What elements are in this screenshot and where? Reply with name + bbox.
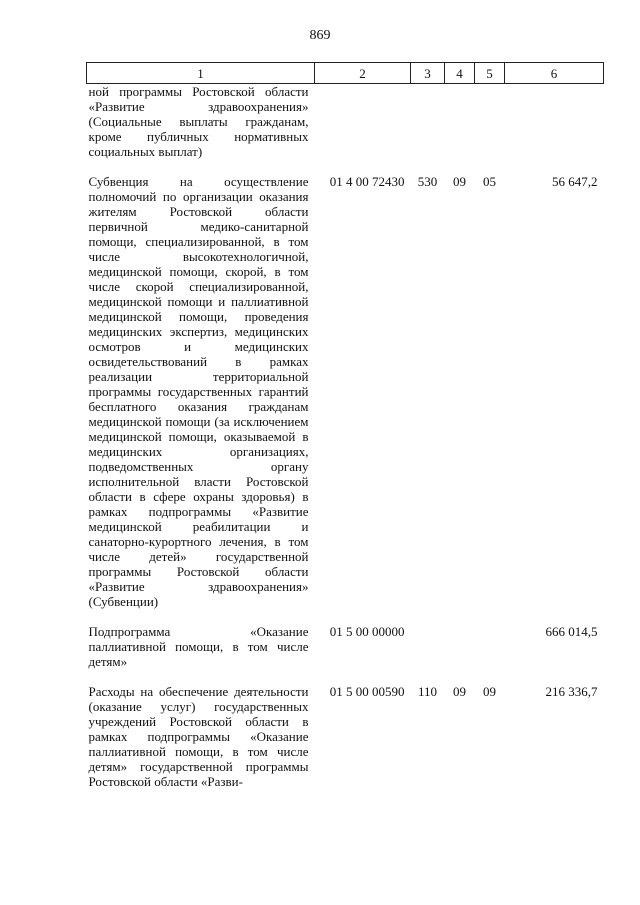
- table-body: [87, 84, 604, 790]
- row-code: 01 4 00 72430: [329, 174, 405, 189]
- row-col-3: 530: [417, 174, 438, 189]
- table-row: [87, 669, 604, 789]
- row-col-3: 110: [417, 684, 438, 699]
- header-col-5: 5: [475, 63, 505, 84]
- row-amount: 216 336,7: [545, 684, 598, 699]
- budget-table: [86, 62, 604, 789]
- row-col-5: [475, 609, 505, 669]
- table-header: [87, 63, 604, 84]
- header-col-4: 4: [445, 63, 475, 84]
- row-col-4: [445, 84, 475, 160]
- header-col-3: 3: [411, 63, 445, 84]
- row-col-5: 09: [483, 684, 496, 699]
- row-col-4: 09: [453, 174, 466, 189]
- row-col-5: 05: [483, 174, 496, 189]
- row-col-5: [475, 84, 505, 160]
- row-col-4: 09: [453, 684, 466, 699]
- header-col-2: 2: [315, 63, 411, 84]
- table-row: [87, 84, 604, 160]
- row-col-4: [445, 609, 475, 669]
- header-col-6: 6: [505, 63, 604, 84]
- row-name: ной программы Ростовской области «Развитие здравоохранения» (Социальные выплаты гражданам, кроме публичных нормативных социальных выплат): [88, 84, 309, 159]
- row-amount: [505, 84, 604, 160]
- header-row: [87, 63, 604, 84]
- row-col-3: [411, 609, 445, 669]
- header-col-1: 1: [87, 63, 315, 84]
- table-row: [87, 159, 604, 609]
- row-name: Расходы на обеспечение деятельности (оказание услуг) государственных учреждений Ростовской области в рамках подпрограммы «Оказание паллиативной помощи, в том числе детям» государственной программы Ростовской области «Разви-: [88, 684, 309, 789]
- row-code: [315, 84, 411, 160]
- table-row: [87, 609, 604, 669]
- row-code: 01 5 00 00590: [329, 684, 405, 699]
- row-amount: 666 014,5: [545, 624, 598, 639]
- row-code: 01 5 00 00000: [329, 624, 405, 639]
- page-number: 869: [309, 28, 331, 43]
- row-name: Субвенция на осуществление полномочий по организации оказания жителям Ростовской области первичной медико-санитарной помощи, специализированной, в том числе высокотехнологичной, медицинской помощи, скорой, в том числе скорой специализированной, медицинской помощи и паллиативной медицинской помощи, проведения медицинских экспертиз, медицинских осмотров и медицинских освидетельствований в рамках реализации территориальной программы государственных гарантий бесплатного оказания гражданам медицинской помощи (за исключением медицинской помощи, оказываемой в медицинских организациях, подведомственных органу исполнительной власти Ростовской области в сфере охраны здоровья) в рамках подпрограммы «Развитие медицинской реабилитации и санаторно-курортного лечения, в том числе детей» государственной программы Ростовской области «Развитие здравоохранения» (Субвенции): [88, 174, 309, 609]
- row-name: Подпрограмма «Оказание паллиативной помощи, в том числе детям»: [88, 624, 309, 669]
- row-amount: 56 647,2: [552, 174, 598, 189]
- row-col-3: [411, 84, 445, 160]
